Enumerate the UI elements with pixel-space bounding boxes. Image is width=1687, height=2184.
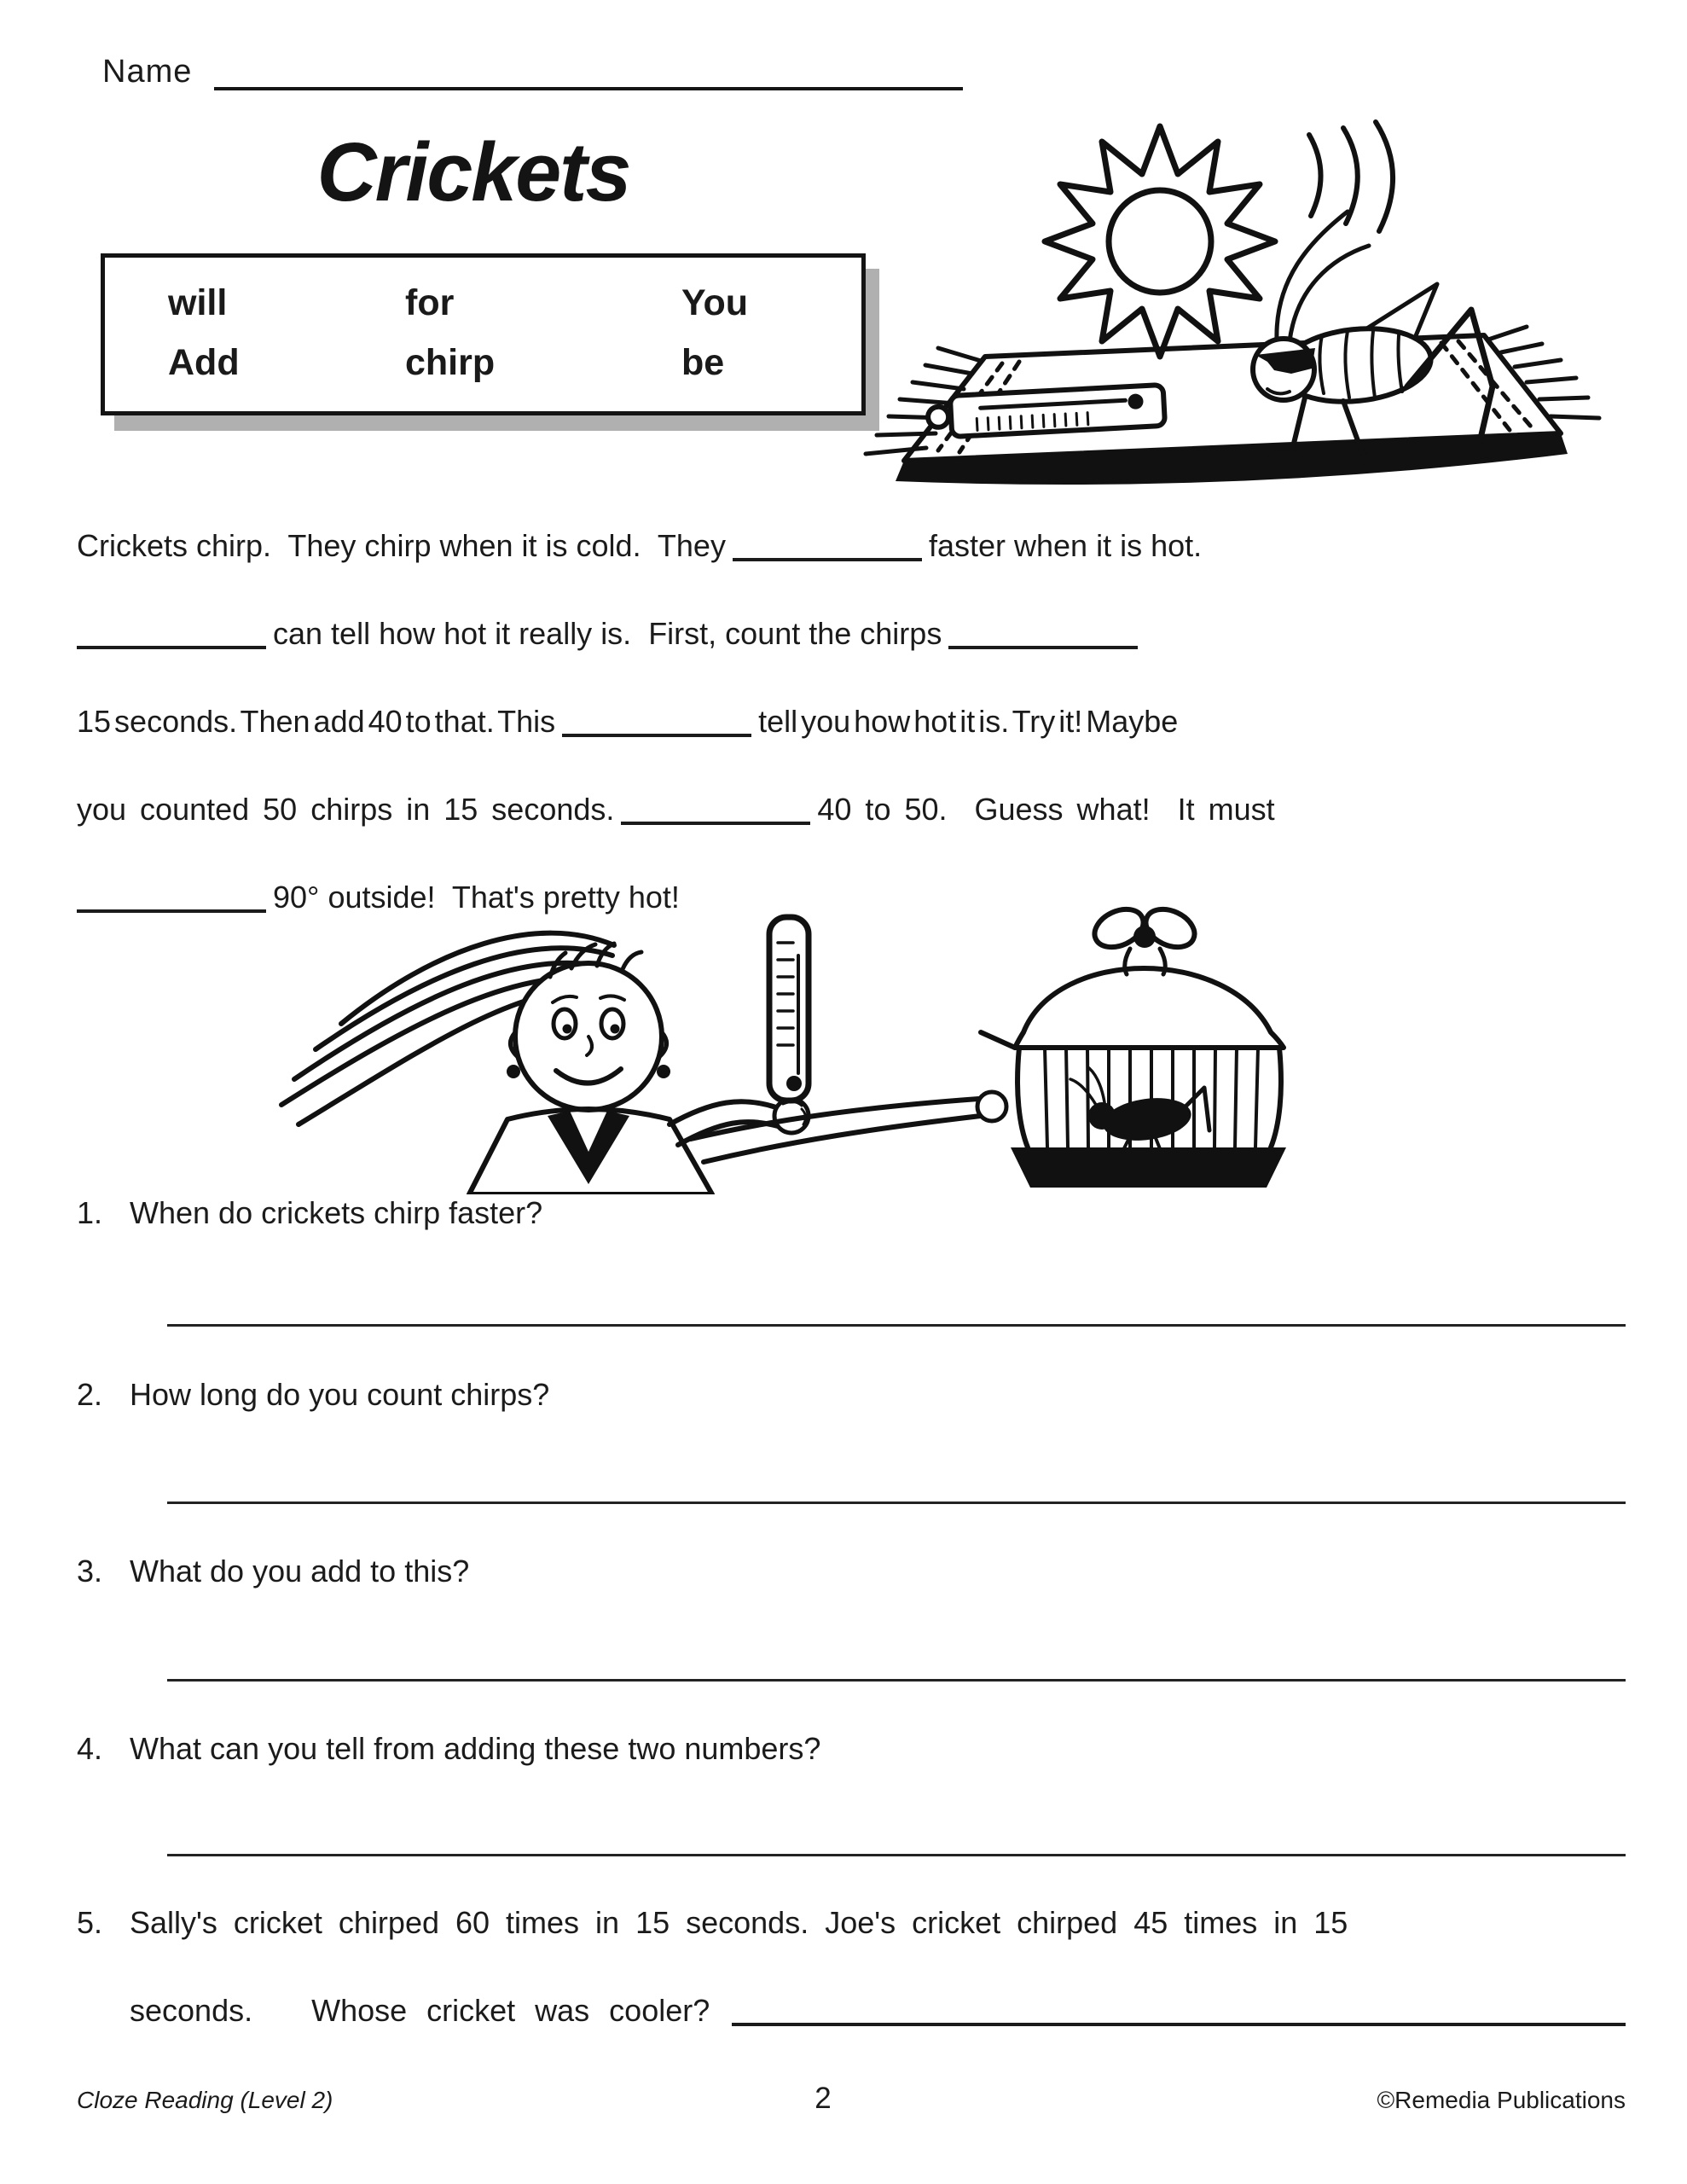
passage-text: 40 to 50. Guess what! It must (817, 792, 1275, 827)
question-5 (77, 1903, 1348, 1943)
cage-base (1011, 1147, 1286, 1188)
earring (657, 1065, 670, 1078)
word-bank-word: You (681, 282, 749, 323)
fill-in-blank[interactable] (77, 646, 266, 649)
cricket-in-cage-icon (1070, 1068, 1209, 1151)
fill-in-blank[interactable] (621, 822, 810, 825)
cricket-sunbathing-illustration (810, 75, 1603, 485)
thermometer-icon (927, 385, 1165, 438)
question-1 (77, 1194, 542, 1233)
page-title: Crickets (316, 125, 630, 218)
answer-line-2[interactable] (167, 1502, 1626, 1504)
passage-text: can tell how hot it really is. First, count the chirps (273, 616, 942, 651)
question-text: What can you tell from adding these two numbers? (130, 1731, 821, 1766)
hand (977, 1092, 1006, 1121)
cage-roof (1015, 968, 1284, 1048)
passage-text: 90° outside! That's pretty hot! (273, 880, 680, 915)
passage (77, 502, 1612, 941)
question-2 (77, 1375, 549, 1414)
collar (548, 1111, 629, 1184)
passage-text: Crickets chirp. They chirp when it is cold. They (77, 528, 726, 563)
answer-line-4[interactable] (167, 1854, 1626, 1856)
question-number: 1. (77, 1195, 103, 1230)
question-number: 5. (77, 1905, 103, 1940)
question-3 (77, 1552, 469, 1591)
earring (507, 1065, 520, 1078)
fill-in-blank[interactable] (562, 734, 751, 737)
bow-icon (1088, 902, 1200, 974)
question-text: When do crickets chirp faster? (130, 1195, 543, 1230)
fill-in-blank[interactable] (948, 646, 1138, 649)
passage-text: faster when it is hot. (928, 528, 1203, 563)
question-number: 2. (77, 1377, 103, 1412)
name-label: Name (102, 54, 193, 90)
passage-line (77, 502, 1612, 590)
word-bank-word: be (681, 341, 725, 383)
question-text: How long do you count chirps? (130, 1377, 550, 1412)
answer-line-1[interactable] (167, 1324, 1626, 1327)
thermometer-icon (769, 917, 809, 1101)
passage-line (77, 765, 1612, 853)
passage-text: tell you how hot it is. Try it! Maybe (758, 704, 1179, 739)
page-number: 2 (815, 2082, 832, 2115)
word-bank-box (101, 253, 866, 415)
footer-copyright: ©Remedia Publications (1377, 2087, 1626, 2113)
cricket-cage-illustration (981, 902, 1286, 1188)
question-text: Sally's cricket chirped 60 times in 15 seconds. Joe's cricket chirped 45 times in 15 (130, 1905, 1348, 1940)
cricket-icon (1253, 212, 1507, 467)
answer-blank-5[interactable] (732, 2023, 1626, 2026)
question-4 (77, 1729, 820, 1769)
girl-illustration (281, 933, 1006, 1194)
word-bank-word: chirp (405, 341, 496, 383)
answer-line-3[interactable] (167, 1679, 1626, 1682)
question-5-line-2 (130, 1991, 1626, 2030)
question-text: seconds. Whose cricket was cooler? (130, 1993, 710, 2028)
passage-text: 15 seconds. Then add 40 to that. This (77, 704, 556, 739)
passage-line (77, 677, 1612, 765)
word-bank-word: Add (168, 341, 240, 383)
word-bank-word: will (168, 282, 228, 323)
passage-text: you counted 50 chirps in 15 seconds. (77, 792, 615, 827)
question-text: What do you add to this? (130, 1554, 470, 1589)
fill-in-blank[interactable] (733, 558, 922, 561)
passage-line (77, 590, 1612, 677)
sun-icon (1045, 126, 1275, 357)
question-number: 3. (77, 1554, 103, 1589)
girl-and-cricket-cage-illustration (213, 896, 1339, 1194)
word-bank-word: for (405, 282, 455, 323)
question-number: 4. (77, 1731, 103, 1766)
footer-book-title: Cloze Reading (Level 2) (77, 2087, 333, 2113)
sound-waves-icon (1309, 122, 1393, 231)
